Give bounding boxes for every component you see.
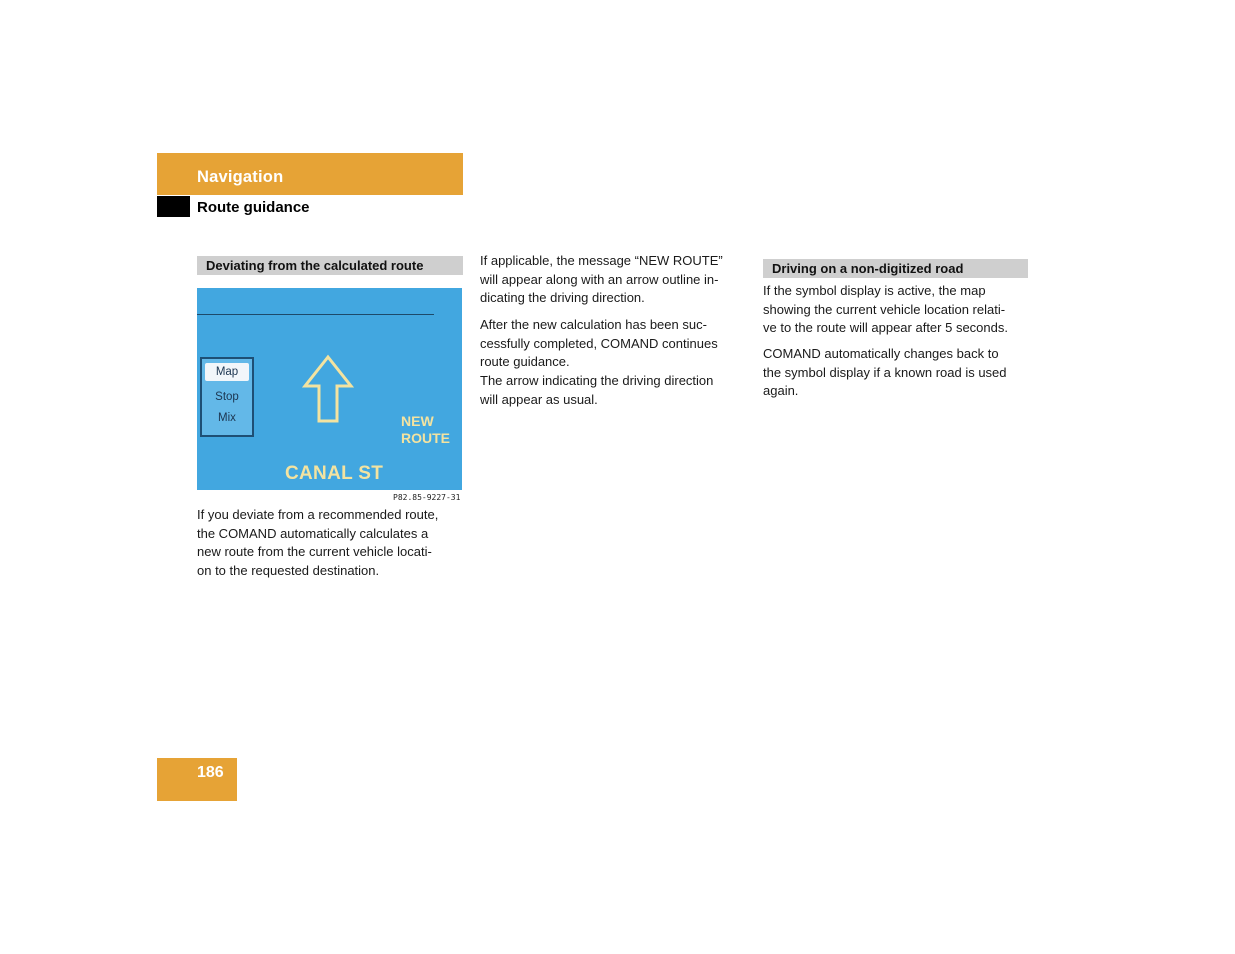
deviating-paragraph-1: If you deviate from a recommended route, the COMAND automatically calculates a new route from the current vehicle locati- on to the requested destination.: [197, 507, 439, 579]
new-route-message: NEW ROUTE: [401, 413, 450, 446]
deviating-paragraph-3: After the new calculation has been suc- cessfully completed, COMAND continues route guidance.: [480, 317, 718, 370]
menu-item-stop: Stop: [215, 391, 239, 403]
screen-divider-line: [197, 314, 434, 315]
section-heading-deviating: Deviating from the calculated route: [197, 256, 463, 275]
chapter-title: Navigation: [197, 168, 284, 186]
display-menu: [200, 357, 254, 437]
street-name: CANAL ST: [285, 463, 384, 484]
non-digitized-paragraph-2: COMAND automatically changes back to the symbol display if a known road is used again.: [763, 346, 1007, 399]
section-title: Route guidance: [197, 199, 310, 216]
menu-item-map: Map: [205, 363, 249, 381]
non-digitized-paragraph-1: If the symbol display is active, the map showing the current vehicle location relati- ve to the route will appear after 5 seconds.: [763, 283, 1008, 336]
section-heading-non-digitized: Driving on a non-digitized road: [763, 259, 1028, 278]
navigation-screen-figure: [197, 288, 462, 490]
page-number: 186: [197, 764, 224, 781]
section-marker: [157, 196, 190, 217]
deviating-paragraph-2: If applicable, the message “NEW ROUTE” will appear along with an arrow outline in- dicating the driving direction.: [480, 253, 723, 306]
menu-item-mix: Mix: [218, 412, 236, 424]
deviating-paragraph-4: The arrow indicating the driving direction will appear as usual.: [480, 373, 714, 407]
arrow-up-outline-icon: [302, 354, 354, 424]
figure-code: P82.85-9227-31: [393, 493, 461, 502]
